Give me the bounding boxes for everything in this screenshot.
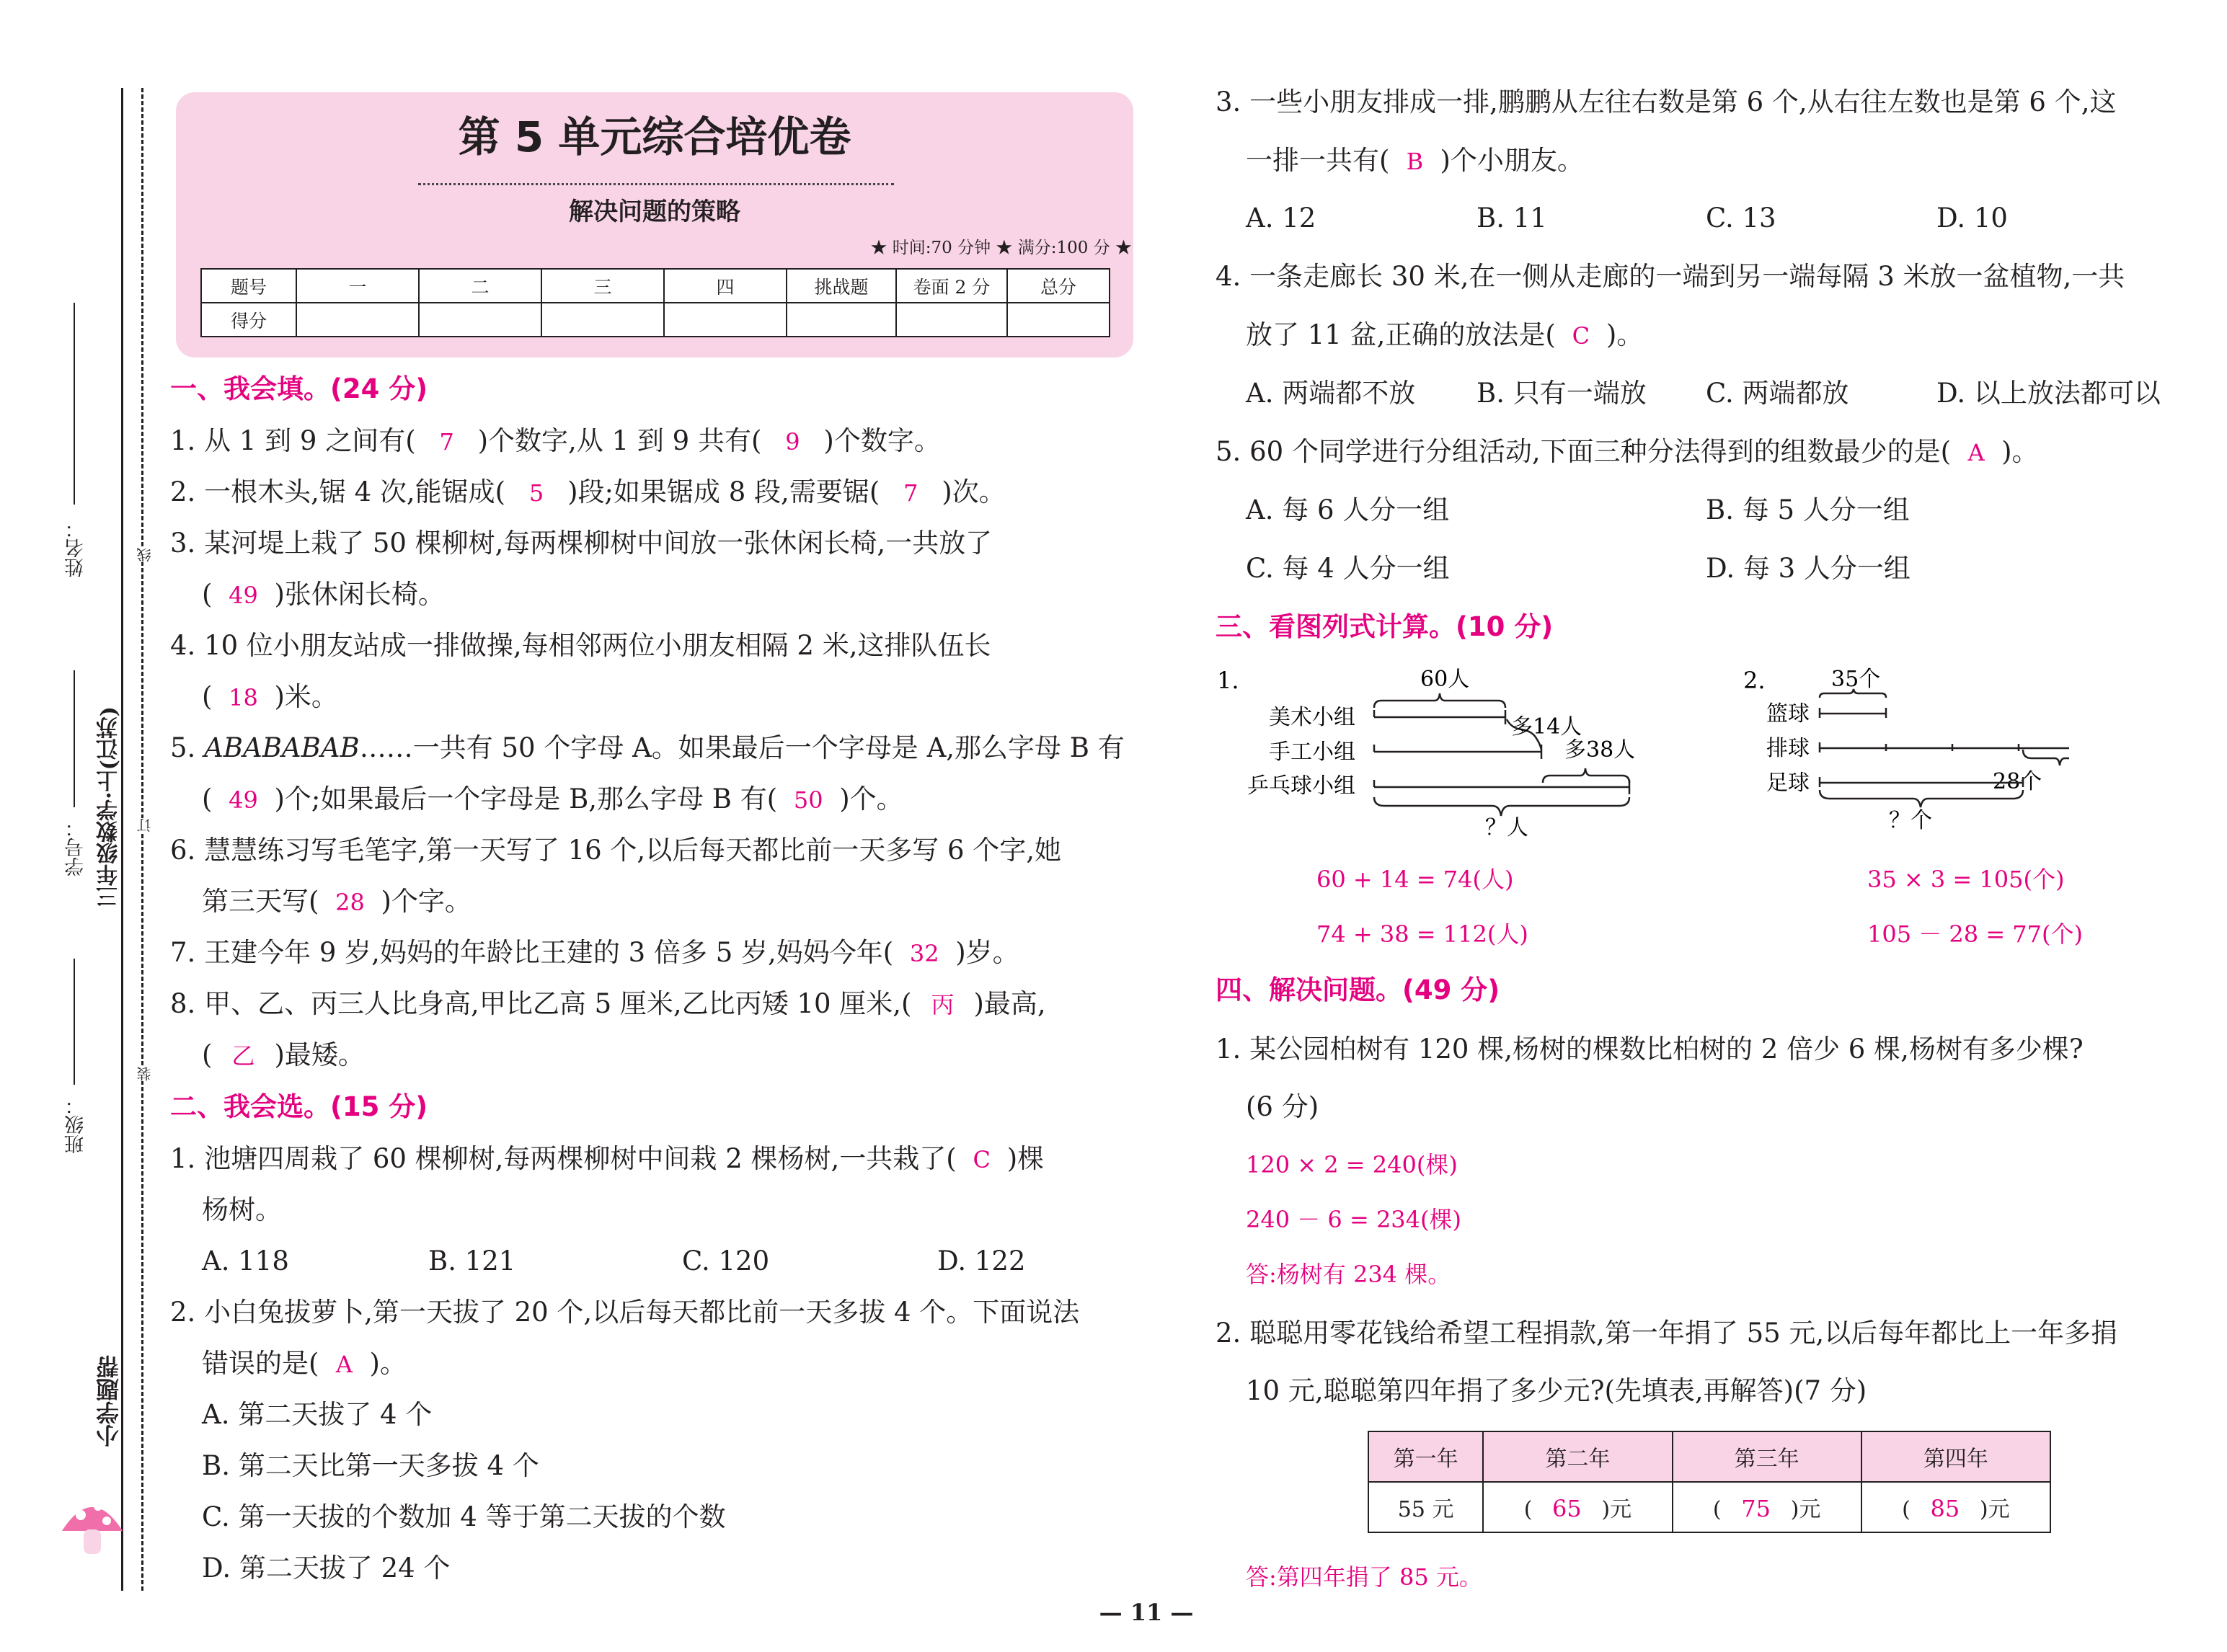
- option-a[interactable]: A. 两端都不放: [1246, 378, 1416, 409]
- part1-q4-line1: 4. 10 位小朋友站成一排做操,每相邻两位小朋友相隔 2 米,这排队伍长: [170, 630, 991, 661]
- option-a[interactable]: A. 第二天拔了 4 个: [202, 1399, 433, 1430]
- part1-q2: 2. 一根木头,锯 4 次,能锯成( 5 )段;如果锯成 8 段,需要锯( 7 )次。: [170, 471, 1006, 515]
- diagram2-label-right: 28个: [1993, 769, 2042, 794]
- name-blank: [74, 303, 75, 505]
- answer-blank[interactable]: 18: [229, 684, 258, 711]
- option-c[interactable]: C. 两端都放: [1706, 378, 1849, 409]
- score-cell: 三: [541, 269, 664, 303]
- exam-meta: ★ 时间:70 分钟 ★ 满分:100 分 ★: [870, 239, 1132, 257]
- class-blank: [74, 959, 75, 1085]
- score-blank[interactable]: [541, 303, 664, 337]
- score-blank[interactable]: [1007, 303, 1110, 337]
- part1-q7: 7. 王建今年 9 岁,妈妈的年龄比王建的 3 倍多 5 岁,妈妈今年( 32 )岁。: [170, 931, 1019, 975]
- part2-q4-line2: 放了 11 盆,正确的放法是( C )。: [1246, 314, 1643, 358]
- diagram2-brace-right: [2023, 750, 2069, 765]
- part2-q2-line2: 错误的是( A )。: [202, 1342, 407, 1386]
- part2-q3-line2: 一排一共有( B )个小朋友。: [1246, 139, 1584, 183]
- option-c[interactable]: C. 120: [682, 1245, 770, 1276]
- score-cell: 二: [419, 269, 541, 303]
- answer-blank[interactable]: B: [1406, 148, 1424, 175]
- part2-q3-line1: 3. 一些小朋友排成一排,鹏鹏从左往右数是第 6 个,从右往左数也是第 6 个,这: [1216, 86, 2117, 117]
- answer-blank[interactable]: 85: [1930, 1495, 1960, 1522]
- answer-blank[interactable]: C: [973, 1146, 991, 1173]
- part1-q5-line1: 5. ABABABAB……一共有 50 个字母 A。如果最后一个字母是 A,那么字母 B 有: [170, 732, 1125, 763]
- answer-blank[interactable]: 9: [785, 428, 800, 456]
- part2-q5-line1: 5. 60 个同学进行分组活动,下面三种分法得到的组数最少的是( A )。: [1216, 430, 2039, 474]
- part2-heading: 二、我会选。(15 分): [170, 1091, 428, 1122]
- table-header-cell: 第一年: [1368, 1431, 1483, 1482]
- donation-table-row: [1368, 1482, 2050, 1532]
- mushroom-logo-icon: [56, 1486, 128, 1566]
- answer-blank[interactable]: 75: [1741, 1495, 1771, 1522]
- score-blank[interactable]: [664, 303, 787, 337]
- donation-table-header: [1368, 1431, 2050, 1482]
- answer-blank[interactable]: 49: [229, 786, 258, 814]
- diagram1-row-label: 乒乓球小组: [1247, 773, 1355, 799]
- answer-blank[interactable]: 50: [793, 786, 823, 814]
- bind-char-2: 订: [134, 818, 155, 832]
- brand-label: 小学题帮: [95, 1355, 123, 1447]
- option-d[interactable]: D. 10: [1936, 203, 2008, 234]
- diagram1-row-label: 手工小组: [1269, 740, 1355, 765]
- score-table-header-row: [201, 269, 1110, 303]
- answer-blank[interactable]: 32: [909, 940, 939, 967]
- part2-q2-line1: 2. 小白兔拔萝卜,第一天拔了 20 个,以后每天都比前一天多拔 4 个。下面说法: [170, 1297, 1080, 1328]
- answer-blank[interactable]: 28: [335, 889, 365, 916]
- name-label: 姓名：: [65, 519, 87, 577]
- part1-q8-line1: 8. 甲、乙、丙三人比身高,甲比乙高 5 厘米,乙比丙矮 10 厘米,( 丙 )最高,: [170, 982, 1046, 1026]
- diagram2-equation: 105 － 28 = 77(个): [1867, 920, 2083, 948]
- student-no-label: 学号：: [65, 818, 87, 876]
- part4-heading: 四、解决问题。(49 分): [1216, 974, 1500, 1005]
- part1-q6-line1: 6. 慧慧练习写毛笔字,第一天写了 16 个,以后每天都比前一天多写 6 个字,她: [170, 835, 1062, 866]
- diagram1-label-top: 60人: [1420, 667, 1470, 692]
- answer-blank[interactable]: 5: [528, 479, 544, 507]
- score-cell: 一: [296, 269, 419, 303]
- diagram1-label-bottom: ？人: [1485, 815, 1528, 840]
- score-blank[interactable]: [296, 303, 419, 337]
- part1-q3-line1: 3. 某河堤上栽了 50 棵柳树,每两棵柳树中间放一张休闲长椅,一共放了: [170, 528, 993, 559]
- part4-q2-line2: 10 元,聪聪第四年捐了多少元?(先填表,再解答)(7 分): [1246, 1375, 1867, 1406]
- bind-char-1: 装: [134, 1067, 155, 1081]
- part1-q6-line2: 第三天写( 28 )个字。: [202, 880, 471, 924]
- score-blank[interactable]: [419, 303, 541, 337]
- diagram1-brace-more2: [1543, 768, 1629, 783]
- score-blank[interactable]: [787, 303, 896, 337]
- option-a[interactable]: A. 118: [202, 1245, 289, 1276]
- answer-blank[interactable]: 丙: [931, 991, 955, 1018]
- option-c[interactable]: C. 第一天拔的个数加 4 等于第二天拔的个数: [202, 1501, 726, 1532]
- table-cell: ( 65 )元: [1483, 1482, 1672, 1532]
- diagram1-bar-craft: [1374, 745, 1541, 759]
- diagram1-bar-art: [1374, 710, 1505, 724]
- diagram2-row-label: 足球: [1766, 771, 1810, 796]
- diagram2-label-top: 35个: [1831, 667, 1881, 692]
- part2-q4-line1: 4. 一条走廊长 30 米,在一侧从走廊的一端到另一端每隔 3 米放一盆植物,一共: [1216, 261, 2125, 292]
- answer-blank[interactable]: A: [335, 1351, 353, 1378]
- score-cell: 挑战题: [787, 269, 896, 303]
- diagram2-equation: 35 × 3 = 105(个): [1867, 866, 2065, 893]
- part1-heading: 一、我会填。(24 分): [170, 373, 428, 404]
- diagram1-equation: 60 + 14 = 74(人): [1316, 866, 1514, 893]
- book-label: 三年级数学·上(江苏): [97, 706, 122, 907]
- solution-line: 240 － 6 = 234(棵): [1246, 1206, 1461, 1233]
- line-diagram-2: [1737, 656, 2069, 836]
- score-cell: 总分: [1007, 269, 1110, 303]
- answer-blank[interactable]: 7: [903, 479, 918, 507]
- part4-q1-line1: 1. 某公园柏树有 120 棵,杨树的棵数比柏树的 2 倍少 6 棵,杨树有多少棵?: [1216, 1034, 2084, 1065]
- table-cell: ( 85 )元: [1861, 1482, 2050, 1532]
- diagram1-row-label: 美术小组: [1269, 705, 1355, 730]
- table-header-cell: 第二年: [1483, 1431, 1672, 1482]
- answer-blank[interactable]: 乙: [231, 1042, 255, 1070]
- answer-blank[interactable]: C: [1572, 322, 1590, 350]
- diagram1-brace-top: [1374, 693, 1505, 708]
- part3-heading: 三、看图列式计算。(10 分): [1216, 611, 1554, 642]
- table-header-cell: 第四年: [1861, 1431, 2050, 1482]
- diagram2-bar-basketball: [1820, 708, 1886, 718]
- student-no-blank: [74, 670, 75, 807]
- option-a[interactable]: A. 12: [1246, 203, 1316, 234]
- score-cell: 卷面 2 分: [896, 269, 1007, 303]
- option-a[interactable]: A. 每 6 人分一组: [1246, 494, 1450, 525]
- diagram2-row-label: 排球: [1766, 736, 1810, 761]
- score-cell: 题号: [201, 269, 296, 303]
- exam-title: 第 5 单元综合培优卷: [458, 112, 851, 161]
- part1-q5-line2: ( 49 )个;如果最后一个字母是 B,那么字母 B 有( 50 )个。: [202, 778, 903, 822]
- class-label: 班级：: [65, 1096, 87, 1154]
- part1-q4-line2: ( 18 )米。: [202, 675, 338, 719]
- option-b[interactable]: B. 第二天比第一天多拔 4 个: [202, 1450, 539, 1481]
- option-b[interactable]: B. 11: [1476, 203, 1547, 234]
- diagram1-equation: 74 + 38 = 112(人): [1316, 920, 1528, 948]
- answer-blank[interactable]: 7: [439, 428, 454, 456]
- answer-blank[interactable]: 49: [229, 582, 258, 609]
- diagram1-number: 1.: [1217, 667, 1239, 694]
- score-table: [200, 268, 1110, 337]
- option-d[interactable]: D. 每 3 人分一组: [1706, 553, 1911, 584]
- diagram1-bar-pingpong: [1374, 780, 1629, 794]
- table-cell: 55 元: [1368, 1482, 1483, 1532]
- margin-dashed-line: [141, 88, 143, 1591]
- part1-q1: 1. 从 1 到 9 之间有( 7 )个数字,从 1 到 9 共有( 9 )个数字。: [170, 419, 941, 463]
- table-header-cell: 第三年: [1673, 1431, 1861, 1482]
- option-d[interactable]: D. 第二天拔了 24 个: [202, 1553, 451, 1584]
- answer-blank[interactable]: 65: [1552, 1495, 1582, 1522]
- part1-q8-line2: ( 乙 )最矮。: [202, 1034, 365, 1078]
- diagram2-bar-volleyball: [1820, 742, 2069, 752]
- part4-q2-line1: 2. 聪聪用零花钱给希望工程捐款,第一年捐了 55 元,以后每年都比上一年多捐: [1216, 1318, 2118, 1349]
- bind-char-3: 线: [134, 548, 155, 562]
- donation-table: [1368, 1431, 2051, 1533]
- diagram1-label-more1: 多14人: [1511, 714, 1582, 740]
- option-c[interactable]: C. 13: [1706, 203, 1776, 234]
- option-d[interactable]: D. 122: [937, 1245, 1026, 1276]
- diagram1-label-more2: 多38人: [1564, 737, 1636, 763]
- diagram1-brace-bottom: [1374, 797, 1629, 816]
- solution-answer: 答:第四年捐了 85 元。: [1246, 1563, 1482, 1591]
- line-diagram-1: [1211, 656, 1658, 851]
- diagram2-label-bottom: ？个: [1889, 808, 1932, 833]
- part4-q1-line2: (6 分): [1246, 1091, 1319, 1122]
- diagram2-row-label: 篮球: [1766, 701, 1810, 727]
- option-d[interactable]: D. 以上放法都可以: [1936, 378, 2161, 409]
- score-cell: 四: [664, 269, 787, 303]
- score-blank[interactable]: [896, 303, 1007, 337]
- solution-answer: 答:杨树有 234 棵。: [1246, 1261, 1451, 1288]
- score-row-label: 得分: [201, 303, 296, 337]
- exam-subtitle: 解决问题的策略: [569, 197, 740, 226]
- part1-q3-line2: ( 49 )张休闲长椅。: [202, 573, 445, 617]
- solution-line: 120 × 2 = 240(棵): [1246, 1151, 1458, 1178]
- answer-blank[interactable]: A: [1967, 439, 1985, 466]
- option-b[interactable]: B. 只有一端放: [1476, 378, 1647, 409]
- part2-q1-line1: 1. 池塘四周栽了 60 棵柳树,每两棵柳树中间栽 2 棵杨树,一共栽了( C )棵: [170, 1137, 1044, 1181]
- option-b[interactable]: B. 121: [428, 1245, 516, 1276]
- page-number: — 11 —: [1099, 1599, 1194, 1626]
- part2-q1-line2: 杨树。: [202, 1194, 282, 1225]
- table-cell: ( 75 )元: [1673, 1482, 1861, 1532]
- option-b[interactable]: B. 每 5 人分一组: [1706, 494, 1910, 525]
- diagram2-number: 2.: [1743, 667, 1766, 694]
- title-divider: [418, 183, 894, 185]
- option-c[interactable]: C. 每 4 人分一组: [1246, 553, 1450, 584]
- score-table-score-row: [201, 303, 1110, 337]
